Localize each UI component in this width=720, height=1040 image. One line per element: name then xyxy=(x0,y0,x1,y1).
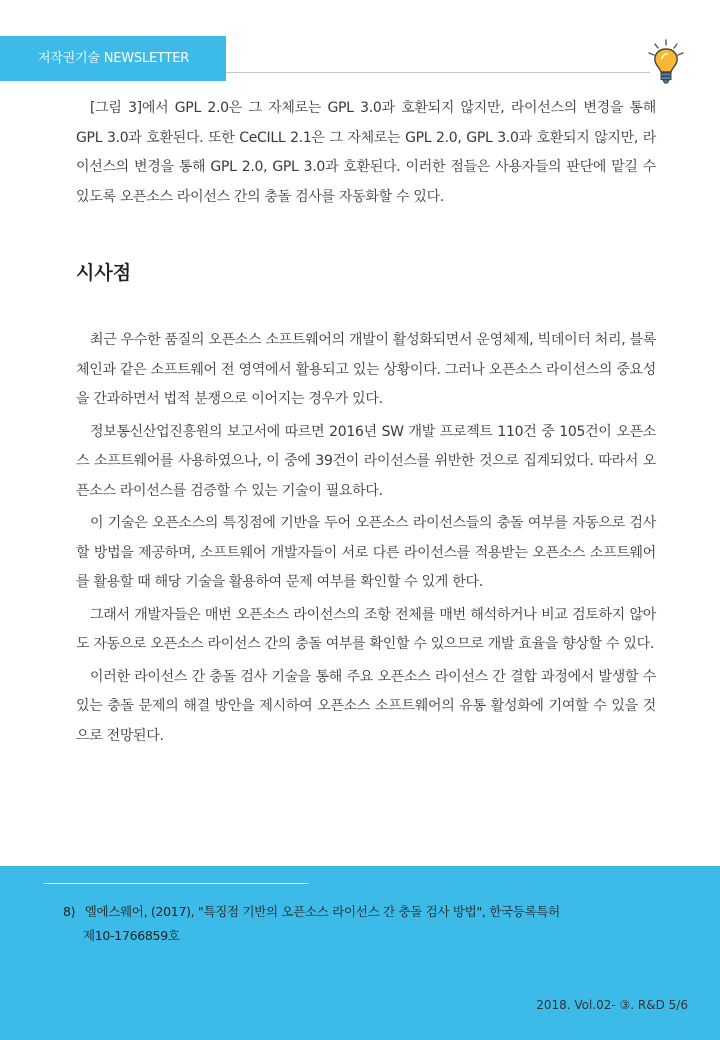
paragraph: 정보통신산업진흥원의 보고서에 따르면 2016년 SW 개발 프로젝트 110건 중 105건이 오픈소스 소프트웨어를 사용하였으나, 이 중에 39건이 라이선스를 위반한 것으로 집계되었다. 따라서 오픈소스 라이선스를 검증할 수 있는 기술이 필요하다. xyxy=(76,423,656,499)
footnote-line-1: 엘에스웨어, (2017), "특징점 기반의 오픈소스 라이선스 간 충돌 검사 방법", 한국등록특허 xyxy=(84,904,560,919)
paragraph: 최근 우수한 품질의 오픈소스 소프트웨어의 개발이 활성화되면서 운영체제, 빅데이터 처리, 블록체인과 같은 소프트웨어 전 영역에서 활용되고 있는 상황이다. 그러나 오픈소스 라이선스의 중요성을 간과하면서 법적 분쟁으로 이어지는 경우가 있다. xyxy=(76,332,656,407)
lightbulb-icon xyxy=(646,38,686,88)
intro-body xyxy=(76,94,656,212)
page-info: 2018. Vol.02- ③. R&D 5/6 xyxy=(536,998,688,1012)
newsletter-title: 저작권기술 NEWSLETTER xyxy=(38,51,190,66)
header-divider xyxy=(226,72,650,73)
intro-paragraph: [그림 3]에서 GPL 2.0은 그 자체로는 GPL 3.0과 호환되지 않지만, 라이선스의 변경을 통해 GPL 3.0과 호환된다. 또한 CeCILL 2.1은 그 자체로는 GPL 2.0, GPL 3.0과 호환되지 않지만, 라이선스의 변경을 통해 GPL 2.0, GPL 3.0과 호환된다. 이러한 점들은 사용자들의 판단에 맡길 수 있도록 오픈소스 라이선스 간의 충돌 검사를 자동화할 수 있다. xyxy=(76,100,656,205)
paragraph: 이러한 라이선스 간 충돌 검사 기술을 통해 주요 오픈소스 라이선스 간 결합 과정에서 발생할 수 있는 충돌 문제의 해결 방안을 제시하여 오픈소스 소프트웨어의 유통 활성화에 기여할 수 있을 것으로 전망된다. xyxy=(76,668,656,744)
footnote-divider xyxy=(44,883,308,884)
newsletter-title-tab xyxy=(0,36,226,81)
footnote-line-2: 제10-1766859호 xyxy=(83,928,180,943)
section-body xyxy=(76,326,656,754)
paragraph: 이 기술은 오픈소스의 특징점에 기반을 두어 오픈소스 라이선스들의 충돌 여부를 자동으로 검사할 방법을 제공하며, 소프트웨어 개발자들이 서로 다른 라이선스를 적용받는 오픈소스 소프트웨어를 활용할 때 해당 기술을 활용하여 문제 여부를 확인할 수 있게 한다. xyxy=(76,515,656,590)
footnote xyxy=(63,900,663,948)
footnote-number: 8) xyxy=(63,904,76,919)
paragraph: 그래서 개발자들은 매번 오픈소스 라이선스의 조항 전체를 매번 해석하거나 비교 검토하지 않아도 자동으로 오픈소스 라이선스 간의 충돌 여부를 확인할 수 있으므로 개발 효율을 향상할 수 있다. xyxy=(76,606,656,652)
footer xyxy=(0,866,720,1040)
section-heading: 시사점 xyxy=(76,262,132,284)
